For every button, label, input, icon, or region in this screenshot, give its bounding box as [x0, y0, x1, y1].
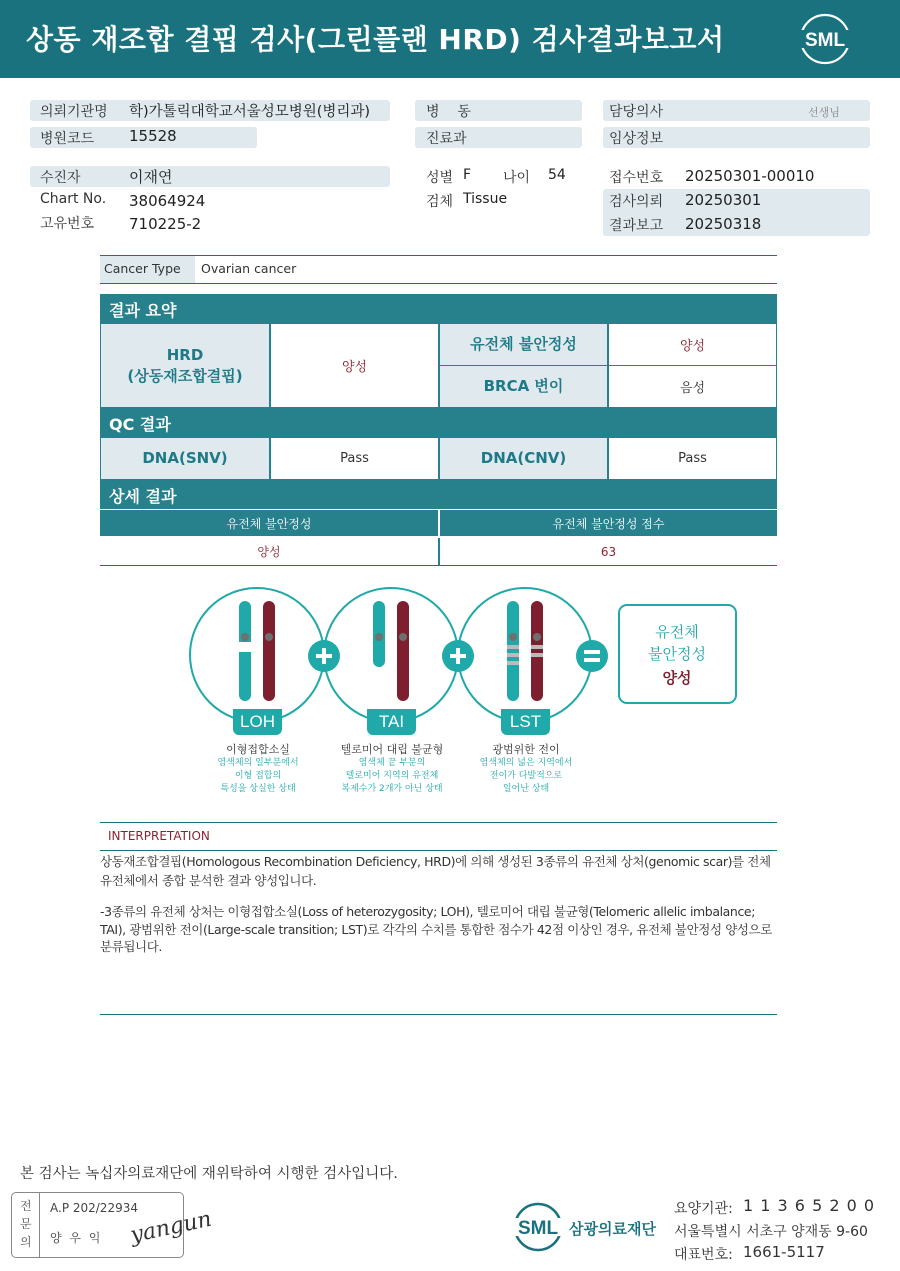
gi-label: 유전체 불안정성	[440, 324, 607, 365]
snv-label: DNA(SNV)	[101, 438, 269, 479]
specialist-stamp	[11, 1192, 214, 1258]
hrd-diagram	[180, 585, 760, 725]
divider	[100, 1014, 777, 1015]
lst-desc-2: 전이가 다발적으로	[489, 771, 563, 781]
sex-label: 성별	[426, 170, 454, 186]
lst-chromosome-red	[531, 601, 543, 701]
loh-circle	[190, 588, 324, 722]
report-header	[0, 0, 900, 78]
stamp-name: 양 우 익	[50, 1231, 103, 1245]
snv-value: Pass	[271, 438, 438, 479]
svg-text:SML: SML	[517, 1218, 559, 1239]
chart-label: Chart No.	[40, 191, 107, 207]
institution-value: 학)가톨릭대학교서울성모병원(병리과)	[129, 104, 371, 120]
lst-circle	[458, 588, 592, 722]
stamp-char-2: 문	[20, 1217, 32, 1231]
tai-circle	[324, 588, 458, 722]
hospital-code-label: 병원코드	[40, 131, 95, 147]
interp-p2b: TAI), 광범위한 전이(Large-scale transition; LST)로 각각의 수치를 통합한 점수가 42점 이상인 경우, 유전체 불안정성 양성으로	[100, 922, 772, 937]
interpretation-title: INTERPRETATION	[108, 829, 210, 843]
chart-value: 38064924	[129, 192, 206, 210]
name-value: 이재연	[129, 168, 173, 186]
brca-label: BRCA 변이	[440, 366, 607, 407]
plus-icon	[442, 640, 474, 672]
institution-code-value: 1 1 3 6 5 2 0 0	[743, 1196, 876, 1215]
foundation-logo	[510, 1200, 566, 1254]
name-label: 수진자	[40, 170, 81, 186]
svg-text:불안정성: 불안정성	[648, 645, 706, 663]
hrd-value: 양성	[271, 324, 438, 407]
qc-title: QC 결과	[100, 408, 777, 437]
cancer-type-label: Cancer Type	[104, 261, 181, 276]
institution-label: 의뢰기관명	[40, 104, 108, 120]
tai-desc-3: 복제수가 2개가 아닌 상태	[341, 784, 443, 794]
clinical-label: 임상정보	[609, 131, 664, 147]
department-label: 진료과	[426, 131, 467, 147]
report-title: 상동 재조합 결핍 검사(그린플랜 HRD) 검사결과보고서	[26, 23, 725, 56]
age-label: 나이	[503, 170, 531, 186]
tai-chromosome-red	[397, 601, 409, 701]
detail-val1: 양성	[100, 538, 438, 565]
loh-desc-2: 이형 접합의	[234, 771, 282, 781]
plus-icon	[308, 640, 340, 672]
divider	[100, 255, 777, 256]
report-label: 결과보고	[609, 218, 664, 234]
brca-value: 음성	[609, 366, 776, 407]
detail-val2: 63	[440, 538, 777, 565]
detail-col2-header: 유전체 불안정성 점수	[440, 510, 777, 536]
name-row-bg	[30, 166, 390, 187]
detail-title: 상세 결과	[100, 480, 777, 509]
ward-label: 병 동	[426, 104, 471, 120]
hospital-code-value: 15528	[129, 127, 177, 145]
hrd-sublabel: (상동재조합결핍)	[127, 366, 243, 385]
doctor-label: 담당의사	[609, 104, 664, 120]
phone-label: 대표번호:	[674, 1247, 733, 1263]
svg-text:양성: 양성	[662, 669, 692, 687]
cancer-type-value: Ovarian cancer	[201, 261, 297, 276]
sml-logo	[796, 12, 854, 66]
interp-p2a: -3종류의 유전체 상처는 이형접합소실(Loss of heterozygosity; LOH), 텔로미어 대립 불균형(Telomeric allelic imbalance;	[100, 904, 756, 919]
gi-value: 양성	[609, 324, 776, 365]
foundation-name: 삼광의료재단	[569, 1220, 656, 1238]
cnv-value: Pass	[609, 438, 776, 479]
report-value: 20250318	[685, 215, 762, 233]
unique-label: 고유번호	[40, 216, 95, 232]
tai-desc-2: 텔로미어 지역의 유전체	[345, 771, 439, 781]
request-value: 20250301	[685, 191, 762, 209]
receipt-label: 접수번호	[609, 170, 664, 186]
lst-desc-3: 일어난 상태	[502, 784, 550, 794]
stamp-license: A.P 202/22934	[50, 1201, 138, 1215]
unique-value: 710225-2	[129, 215, 202, 233]
divider	[100, 565, 777, 566]
lst-chromosome-teal	[507, 601, 519, 701]
equals-icon	[576, 640, 608, 672]
loh-desc-1: 염색체의 일부분에서	[217, 758, 299, 768]
lst-desc-1: 염색체의 넓은 지역에서	[479, 758, 573, 768]
divider	[100, 283, 777, 284]
interp-p1b: 유전체에서 종합 분석한 결과 양성입니다.	[100, 873, 317, 888]
interp-p2c: 분류됩니다.	[100, 939, 162, 954]
svg-text:유전체: 유전체	[655, 623, 699, 641]
sex-value: F	[463, 167, 472, 183]
hrd-label: HRD	[166, 345, 204, 364]
divider	[100, 850, 777, 851]
specimen-value: Tissue	[463, 191, 508, 207]
lst-title: 광범위한 전이	[492, 743, 560, 756]
cnv-label: DNA(CNV)	[440, 438, 607, 479]
lst-tag: LST	[501, 709, 550, 735]
tai-description	[326, 741, 458, 796]
stamp-char-3: 의	[20, 1235, 32, 1249]
outsourcing-notice: 본 검사는 녹십자의료재단에 재위탁하여 시행한 검사입니다.	[20, 1166, 398, 1182]
loh-chromosome-red	[263, 601, 275, 701]
svg-text:SML: SML	[804, 30, 846, 51]
doctor-signature: yangun	[128, 1206, 214, 1249]
loh-title: 이형접합소실	[226, 743, 290, 756]
summary-title: 결과 요약	[100, 294, 777, 323]
interp-p1a: 상동재조합결핍(Homologous Recombination Deficiency, HRD)에 의해 생성된 3종류의 유전체 상처(genomic scar)를 전체	[100, 854, 771, 869]
lst-description	[460, 741, 592, 796]
stamp-char-1: 전	[20, 1199, 32, 1213]
request-label: 검사의뢰	[609, 194, 664, 210]
age-value: 54	[548, 167, 566, 183]
doctor-suffix: 선생님	[808, 106, 840, 119]
tai-title: 텔로미어 대립 불균형	[340, 743, 444, 756]
loh-desc-3: 특성을 상실한 상태	[220, 784, 296, 794]
loh-description	[192, 741, 324, 796]
foundation-address: 서울특별시 서초구 양재동 9-60	[674, 1224, 868, 1240]
receipt-value: 20250301-00010	[685, 167, 815, 185]
phone-value: 1661-5117	[743, 1243, 825, 1261]
hrd-label-cell	[101, 324, 269, 407]
divider	[100, 822, 777, 823]
detail-col1-header: 유전체 불안정성	[100, 510, 438, 536]
tai-tag: TAI	[367, 709, 416, 735]
loh-tag: LOH	[233, 709, 282, 735]
specimen-label: 검체	[426, 194, 454, 210]
tai-desc-1: 염색체 끝 부분의	[358, 758, 426, 768]
institution-code-label: 요양기관:	[674, 1201, 733, 1217]
